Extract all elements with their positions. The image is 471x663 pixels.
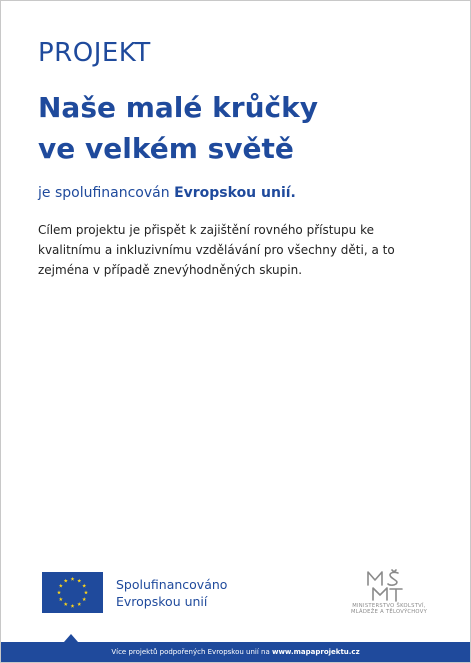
description-line-1: Cílem projektu je přispět k zajištění rovného přístupu ke [38,223,374,237]
msmt-name-line-2: MLÁDEŽE A TĚLOVÝCHOVY [350,609,428,615]
eu-logo-line-1: Spolufinancováno [116,576,228,592]
cofunding-prefix: je spolufinancován [38,185,175,201]
project-description [38,220,423,280]
eu-logo-text [116,576,227,610]
footer-link[interactable]: www.mapaprojektu.cz [272,648,360,656]
footer-bar [1,642,470,662]
project-title-line-1: Naše malé krůčky [38,91,318,124]
cofunding-emphasis: Evropskou unií. [174,185,296,201]
eu-flag-icon [42,572,103,613]
footer-text: Více projektů podpořených Evropskou unií na [111,648,272,656]
eu-logo-line-2: Evropskou unií [116,593,208,609]
footer-notch [64,634,78,642]
msmt-emblem-icon [365,569,405,603]
msmt-name-line-1: MINISTERSTVO ŠKOLSTVÍ, [352,603,426,609]
eu-cofunding-logo [42,572,227,613]
description-line-3: zejména v případě znevýhodněných skupin. [38,263,303,277]
project-title-line-2: ve velkém světě [38,132,294,165]
project-kicker: PROJEKT [38,38,151,68]
project-title [38,87,438,169]
msmt-logo [339,567,439,629]
msmt-name [339,603,439,615]
description-line-2: kvalitnímu a inkluzivnímu vzdělávání pro všechny děti, a to [38,243,395,257]
cofunding-statement [38,185,296,201]
